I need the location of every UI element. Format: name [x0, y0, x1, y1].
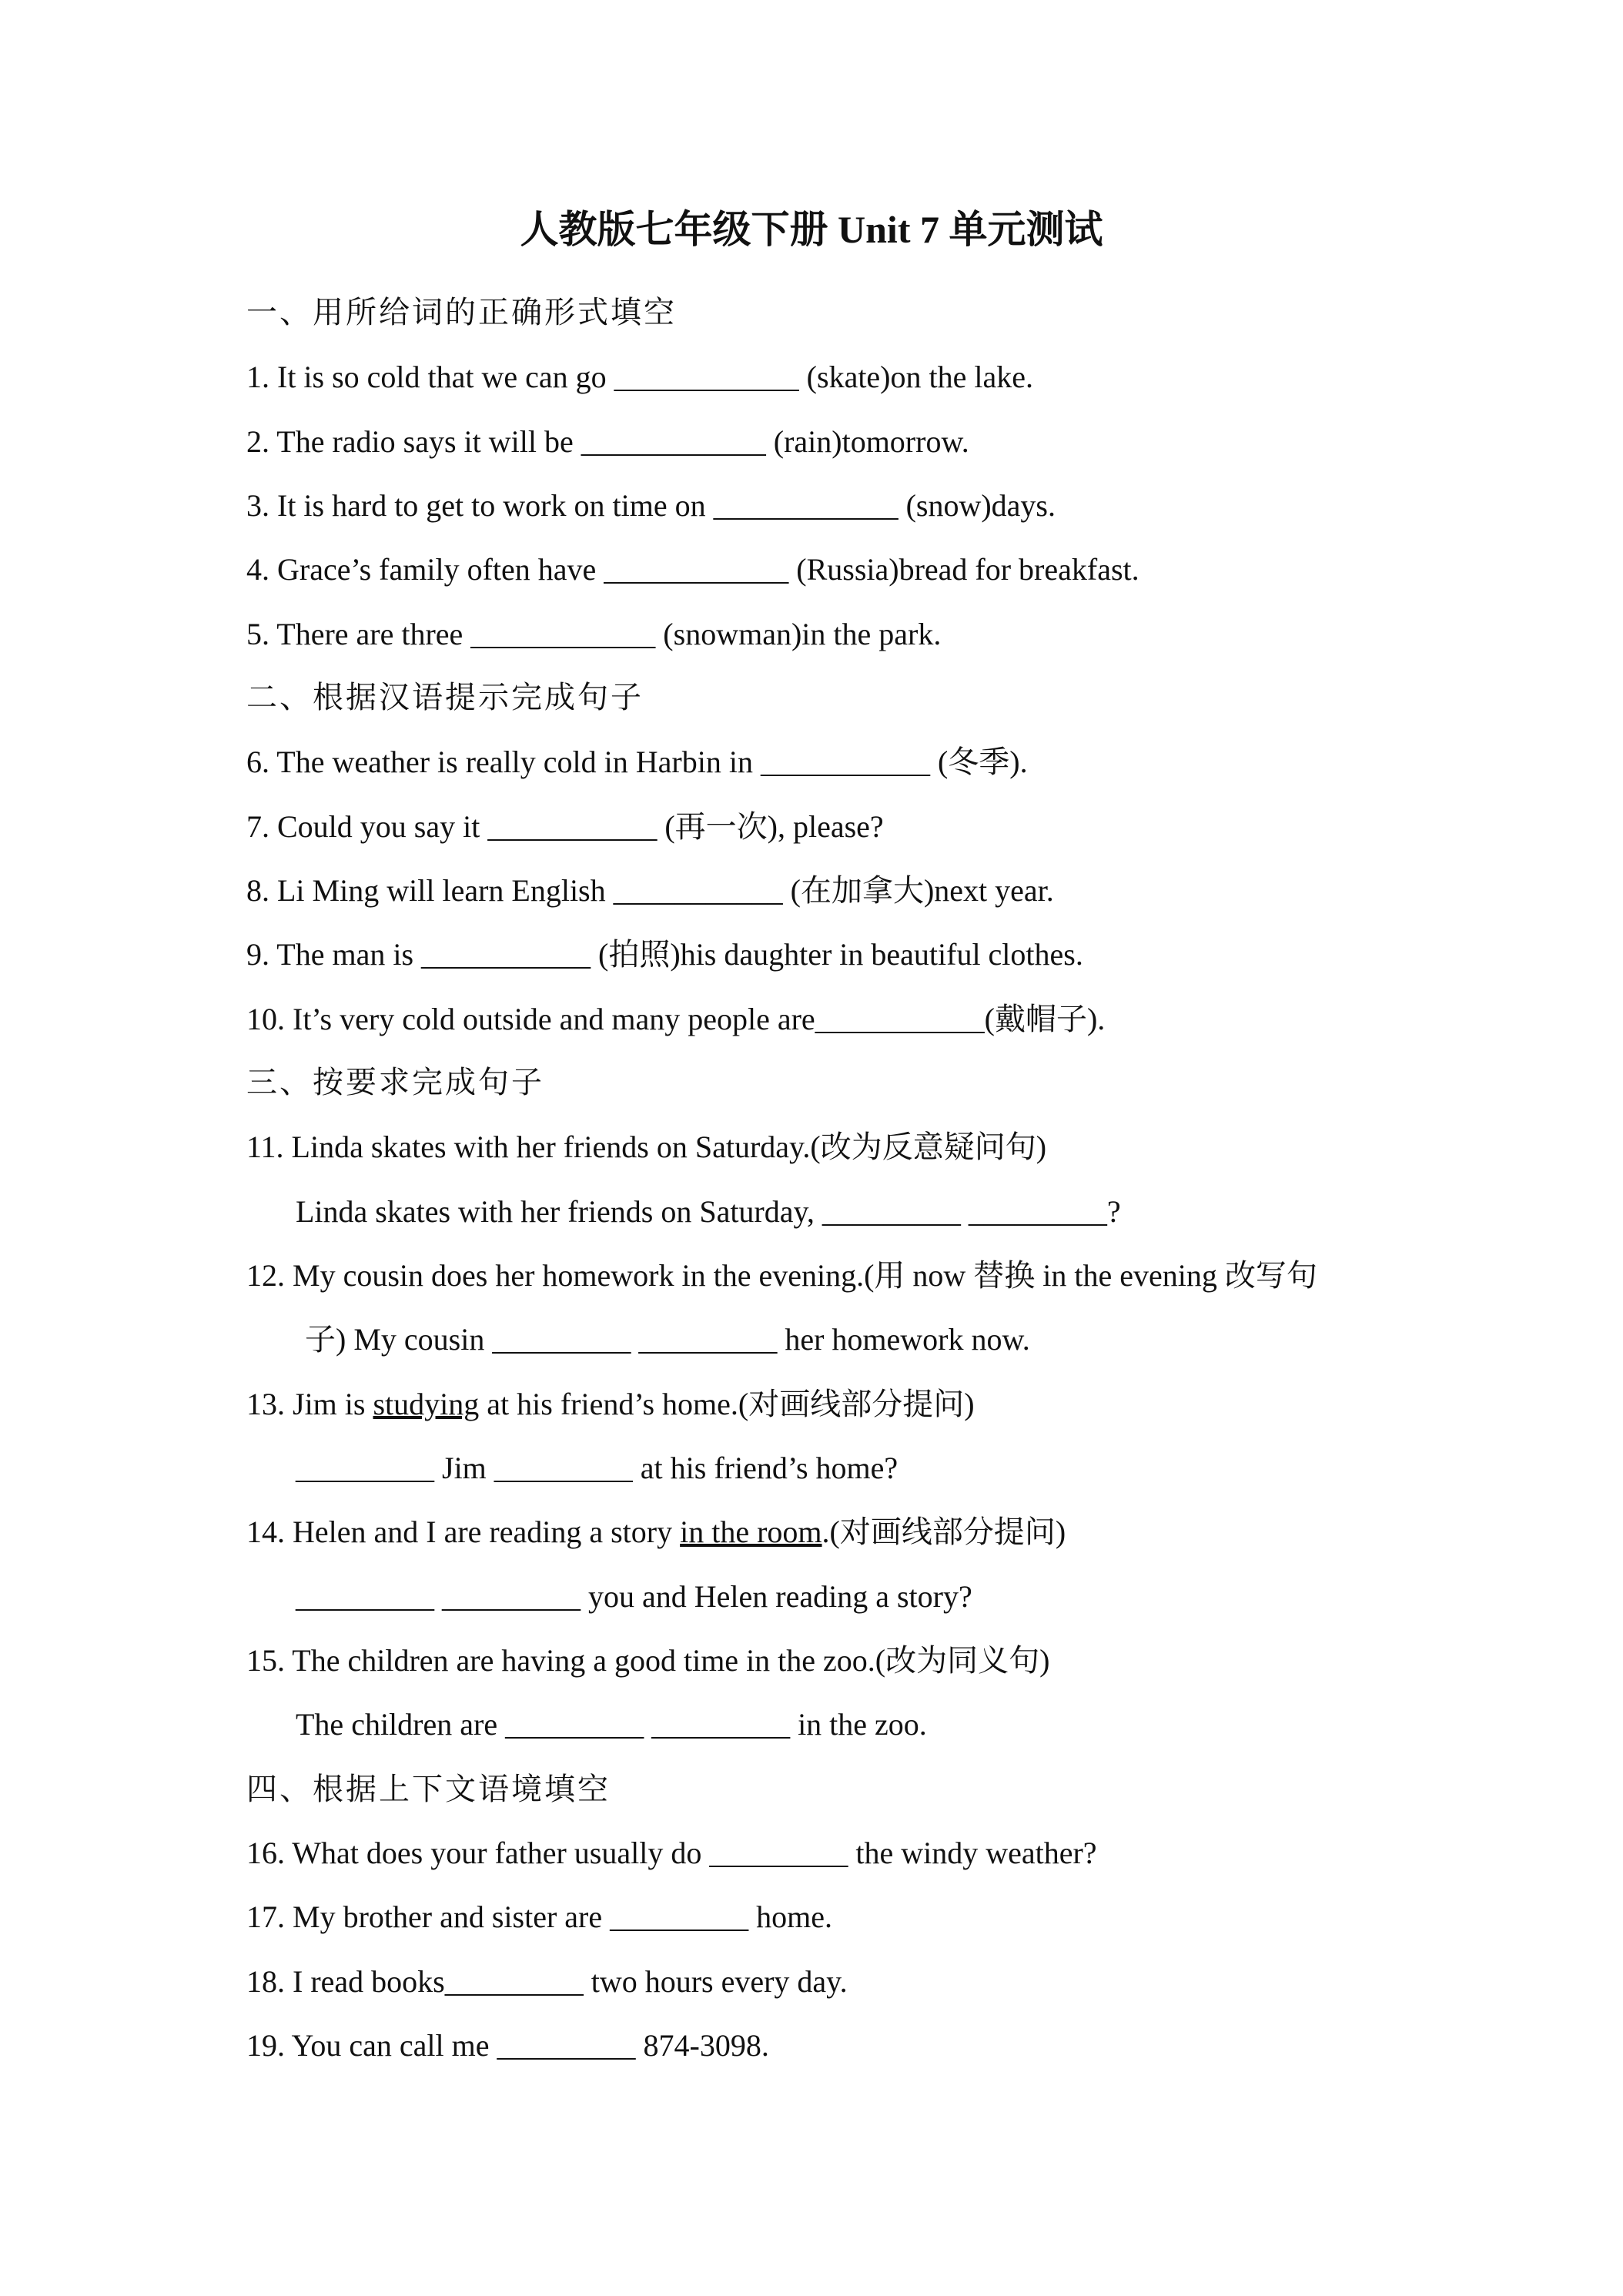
question-10: 10. It’s very cold outside and many people are___________(戴帽子). [246, 1002, 1106, 1036]
question-3: 3. It is hard to get to work on time on ____________ (snow)days. [246, 488, 1056, 523]
question-14-answer-line: _________ _________ you and Helen reading a story? [296, 1579, 972, 1614]
section-heading-3: 三、按要求完成句子 [246, 1065, 544, 1100]
question-17: 17. My brother and sister are _________ home. [246, 1899, 832, 1934]
question-14-text-pre: 14. Helen and I are reading a story [246, 1514, 681, 1549]
section-heading-2: 二、根据汉语提示完成句子 [246, 680, 644, 715]
question-12-answer-line: 子) My cousin _________ _________ her homework now. [305, 1322, 1030, 1357]
question-13-underlined: studying [373, 1387, 480, 1421]
question-9: 9. The man is ___________ (拍照)his daughter in beautiful clothes. [246, 937, 1083, 972]
question-13-text-pre: 13. Jim is [246, 1387, 373, 1421]
section-heading-4: 四、根据上下文语境填空 [246, 1772, 611, 1807]
question-19: 19. You can call me _________ 874-3098. [246, 2028, 769, 2063]
question-13-answer-line: _________ Jim _________ at his friend’s home? [296, 1451, 899, 1485]
question-7: 7. Could you say it ___________ (再一次), please? [246, 809, 884, 844]
question-13 [246, 1386, 975, 1423]
question-14 [246, 1514, 1066, 1551]
question-12: 12. My cousin does her homework in the evening.(用 now 替换 in the evening 改写句 [246, 1258, 1317, 1293]
question-18: 18. I read books_________ two hours every day. [246, 1964, 848, 1999]
question-6: 6. The weather is really cold in Harbin in ___________ (冬季). [246, 745, 1028, 779]
question-2: 2. The radio says it will be ____________ (rain)tomorrow. [246, 424, 969, 459]
question-16: 16. What does your father usually do _________ the windy weather? [246, 1836, 1097, 1870]
question-11-answer-line: Linda skates with her friends on Saturday, _________ _________? [296, 1194, 1121, 1229]
question-14-text-post: .(对画线部分提问) [822, 1514, 1066, 1549]
question-15: 15. The children are having a good time in the zoo.(改为同义句) [246, 1643, 1050, 1678]
question-8: 8. Li Ming will learn English ___________ (在加拿大)next year. [246, 873, 1054, 908]
question-14-underlined: in the room [680, 1514, 822, 1549]
question-13-text-post: at his friend’s home.(对画线部分提问) [479, 1387, 975, 1421]
page-title: 人教版七年级下册 Unit 7 单元测试 [520, 208, 1103, 251]
question-1: 1. It is so cold that we can go ____________ (skate)on the lake. [246, 360, 1033, 394]
question-4: 4. Grace’s family often have ____________ (Russia)bread for breakfast. [246, 552, 1139, 587]
question-15-answer-line: The children are _________ _________ in the zoo. [296, 1707, 927, 1742]
question-5: 5. There are three ____________ (snowman)in the park. [246, 617, 942, 651]
section-heading-1: 一、用所给词的正确形式填空 [246, 295, 677, 330]
question-11: 11. Linda skates with her friends on Saturday.(改为反意疑问句) [246, 1130, 1047, 1164]
